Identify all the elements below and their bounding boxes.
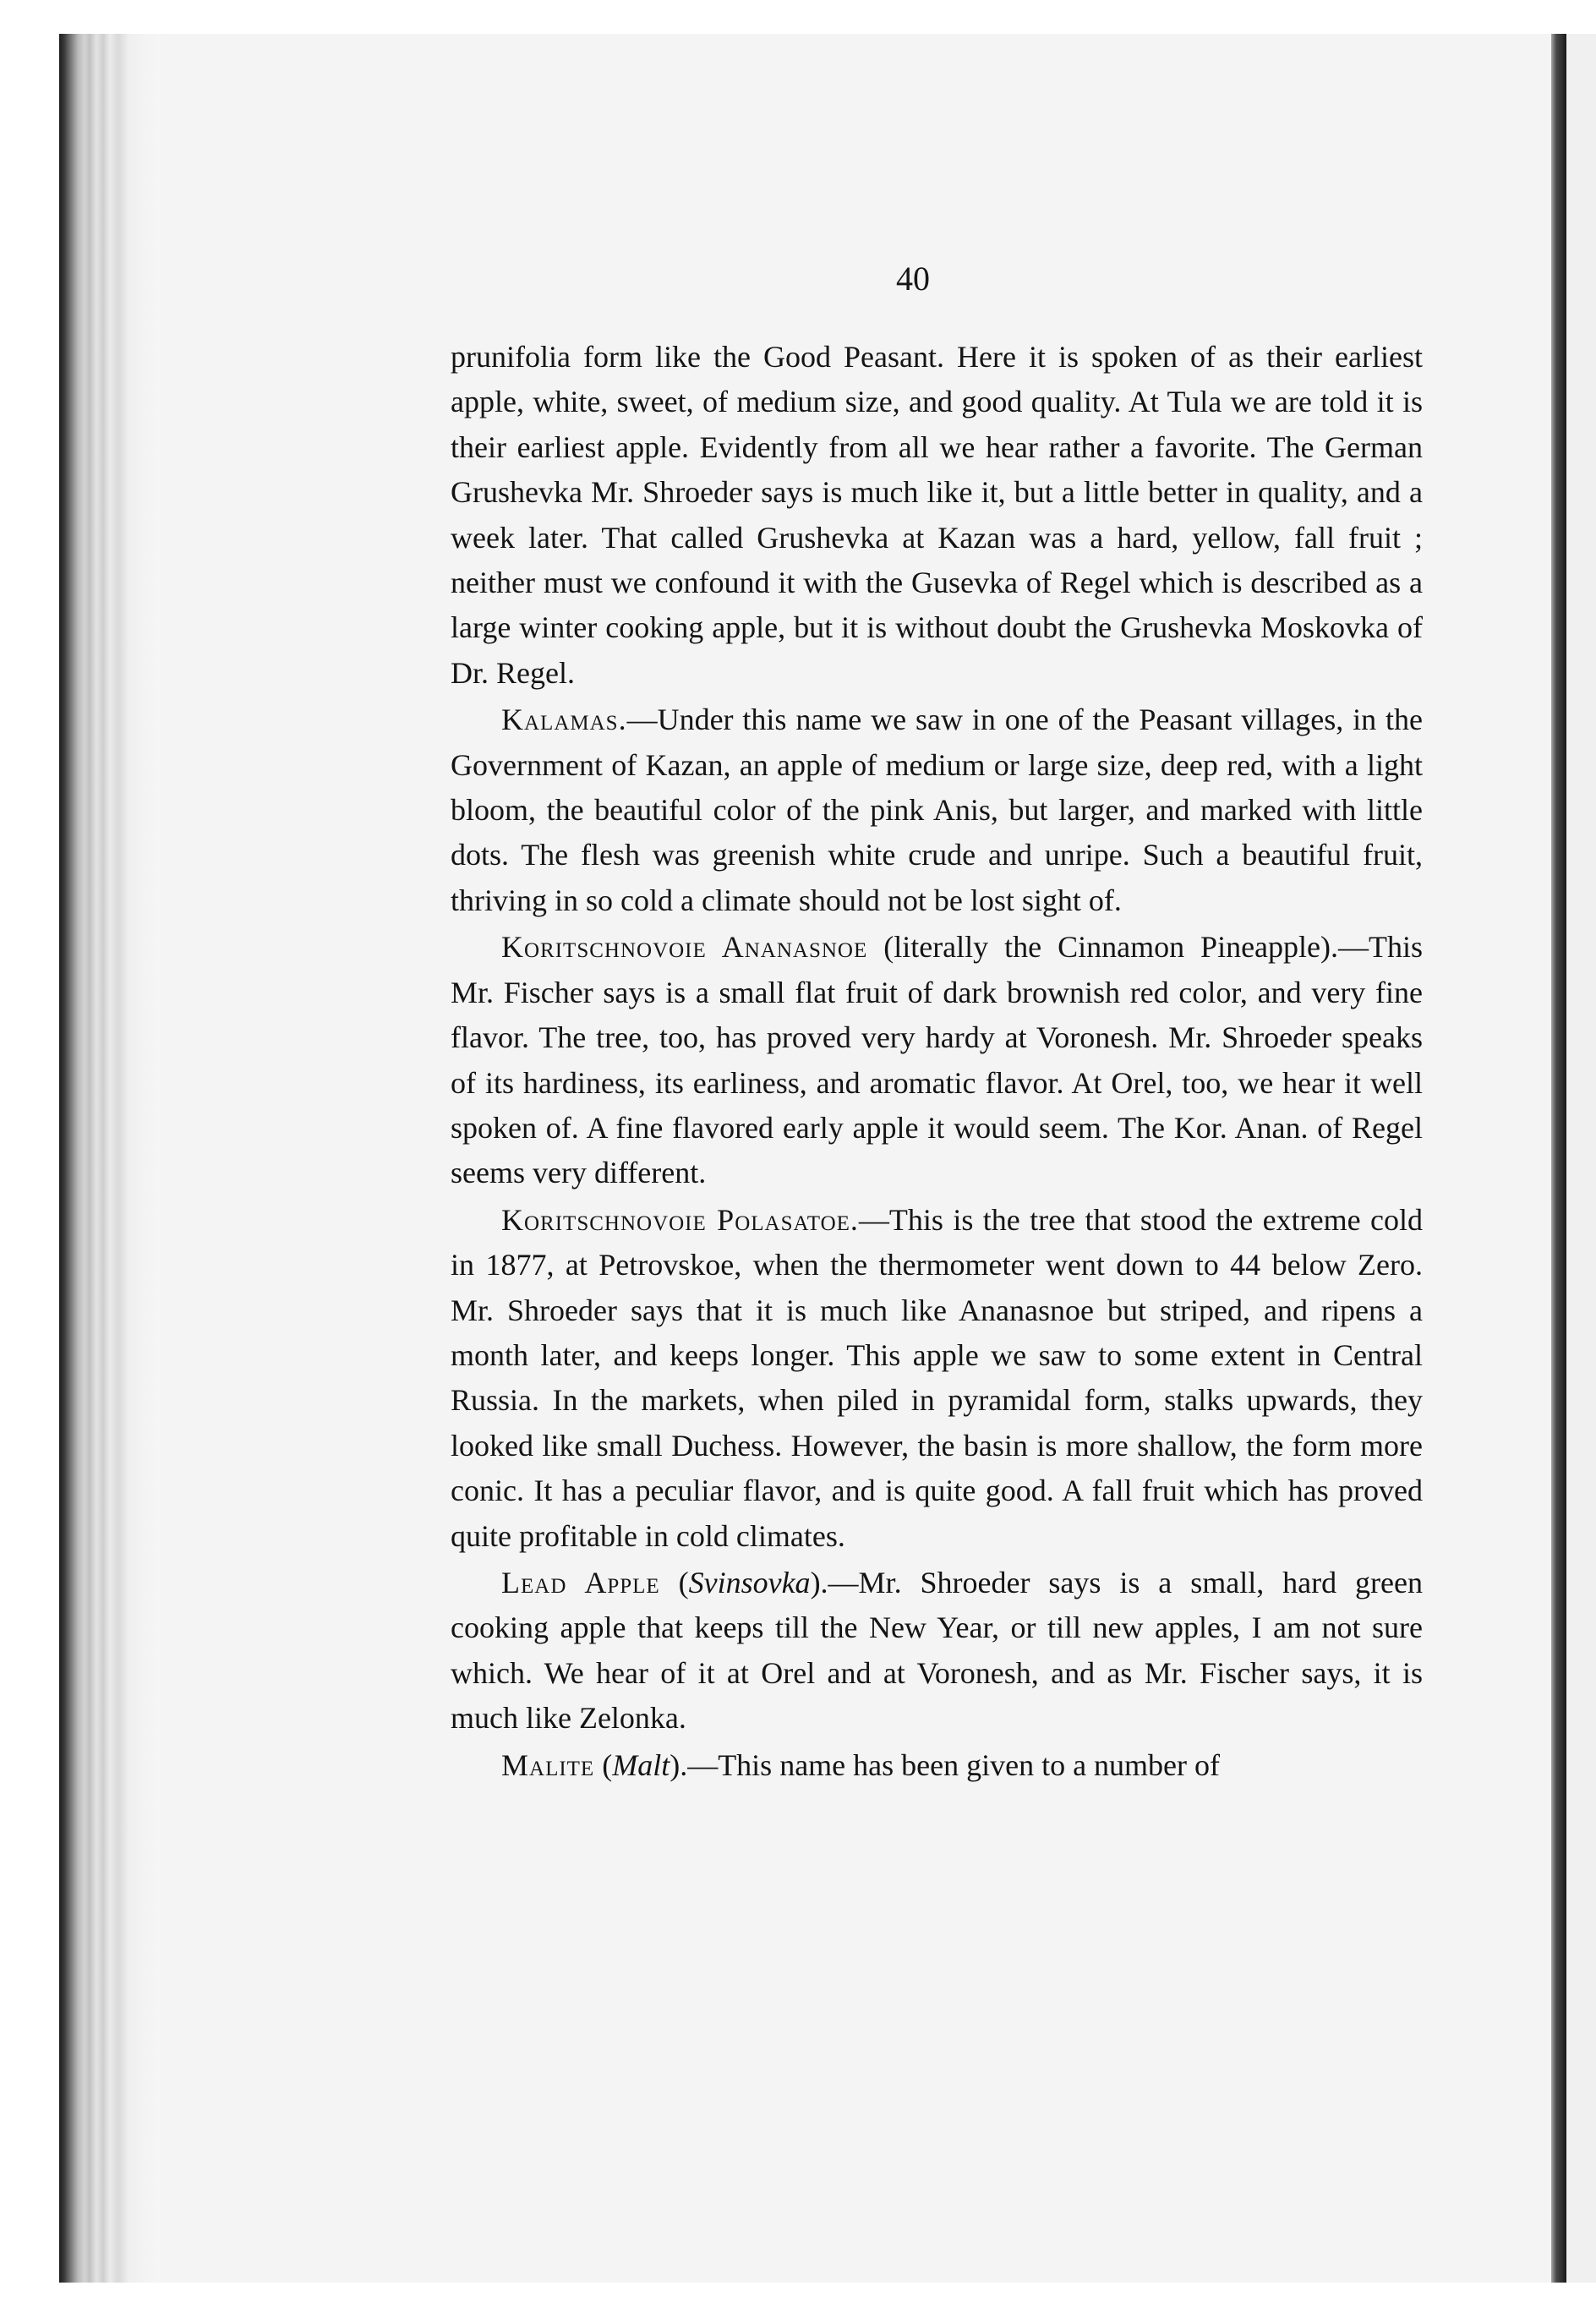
- variety-heading: Koritschnovoie Ananasnoe: [501, 930, 868, 965]
- paragraph-koritschnovoie-polasatoe: [451, 1198, 1423, 1559]
- paragraph-text: ).—Mr. Shroeder says is a small, hard green cooking apple that keeps till the New Year, or till new apples, I am not sure which. We hear of it at Orel and at Voronesh, and as Mr. Fischer says, it is much like Zelonka.: [451, 1565, 1423, 1736]
- paragraph-kalamas: [451, 697, 1423, 923]
- paragraph-text: —This is the tree that stood the extreme cold in 1877, at Petrovskoe, when the thermometer went down to 44 below Zero. Mr. Shroeder says that it is much like Ananasnoe but striped, and ripens a month later, and keeps longer. This apple we saw to some extent in Central Russia. In the markets, when piled in pyramidal form, stalks upwards, they looked like small Duchess. However, the basin is more shallow, the form more conic. It has a peculiar flavor, and is quite good. A fall fruit which has proved quite profitable in cold climates.: [451, 1202, 1423, 1553]
- paragraph-text: prunifolia form like the Good Peasant. Here it is spoken of as their earliest apple, white, sweet, of medium size, and good quality. At Tula we are told it is their earliest apple. Evidently from all we hear rather a favorite. The German Grushevka Mr. Shroeder says is much like it, but a little better in quality, and a week later. That called Grushevka at Kazan was a hard, yellow, fall fruit ; neither must we confound it with the Gusevka of Regel which is described as a large winter cooking apple, but it is without doubt the Grushevka Moskovka of Dr. Regel.: [451, 340, 1423, 690]
- paragraph-text: —Under this name we saw in one of the Peasant villages, in the Government of Kazan, an apple of medium or large size, deep red, with a light bloom, the beautiful color of the pink Anis, but larger, and marked with little dots. The flesh was greenish white crude and unripe. Such a beautiful fruit, thriving in so cold a climate should not be lost sight of.: [451, 703, 1423, 917]
- paragraph-lead-apple: [451, 1561, 1423, 1742]
- book-page-edges: [59, 34, 161, 2283]
- paragraph-text: ).—This name has been given to a number of: [670, 1747, 1221, 1782]
- paragraph-text: (: [594, 1747, 613, 1782]
- scan-frame-bottom: [59, 2283, 1596, 2313]
- paragraph-malite: [451, 1743, 1423, 1788]
- scan-frame-right: [1566, 34, 1596, 2283]
- book-right-edge-shadow: [1551, 34, 1566, 2283]
- variety-heading: Koritschnovoie Polasatoe.: [501, 1202, 859, 1237]
- scan-smudge: [8, 1589, 32, 1628]
- body-text: [451, 335, 1423, 1788]
- variety-heading: Kalamas.: [501, 703, 627, 737]
- page-number: 40: [896, 260, 930, 298]
- variety-heading: Lead Apple: [501, 1565, 660, 1599]
- paragraph-text: (: [659, 1565, 689, 1599]
- variety-heading: Malite: [501, 1747, 595, 1782]
- paragraph-koritschnovoie-ananasnoe: [451, 925, 1423, 1195]
- paragraph-grushevka: [451, 335, 1423, 696]
- variety-russian-name: Malt: [612, 1747, 670, 1782]
- variety-russian-name: Svinsovka: [688, 1565, 811, 1599]
- paragraph-text: (literally the Cinnamon Pineapple).—This Mr. Fischer says is a small flat fruit of dark brownish red color, and very fine flavor. The tree, too, has proved very hardy at Voronesh. Mr. Shroeder speaks of its hardiness, its earliness, and aromatic flavor. At Orel, too, we hear it well spoken of. A fine flavored early apple it would seem. The Kor. Anan. of Regel seems very different.: [451, 930, 1423, 1190]
